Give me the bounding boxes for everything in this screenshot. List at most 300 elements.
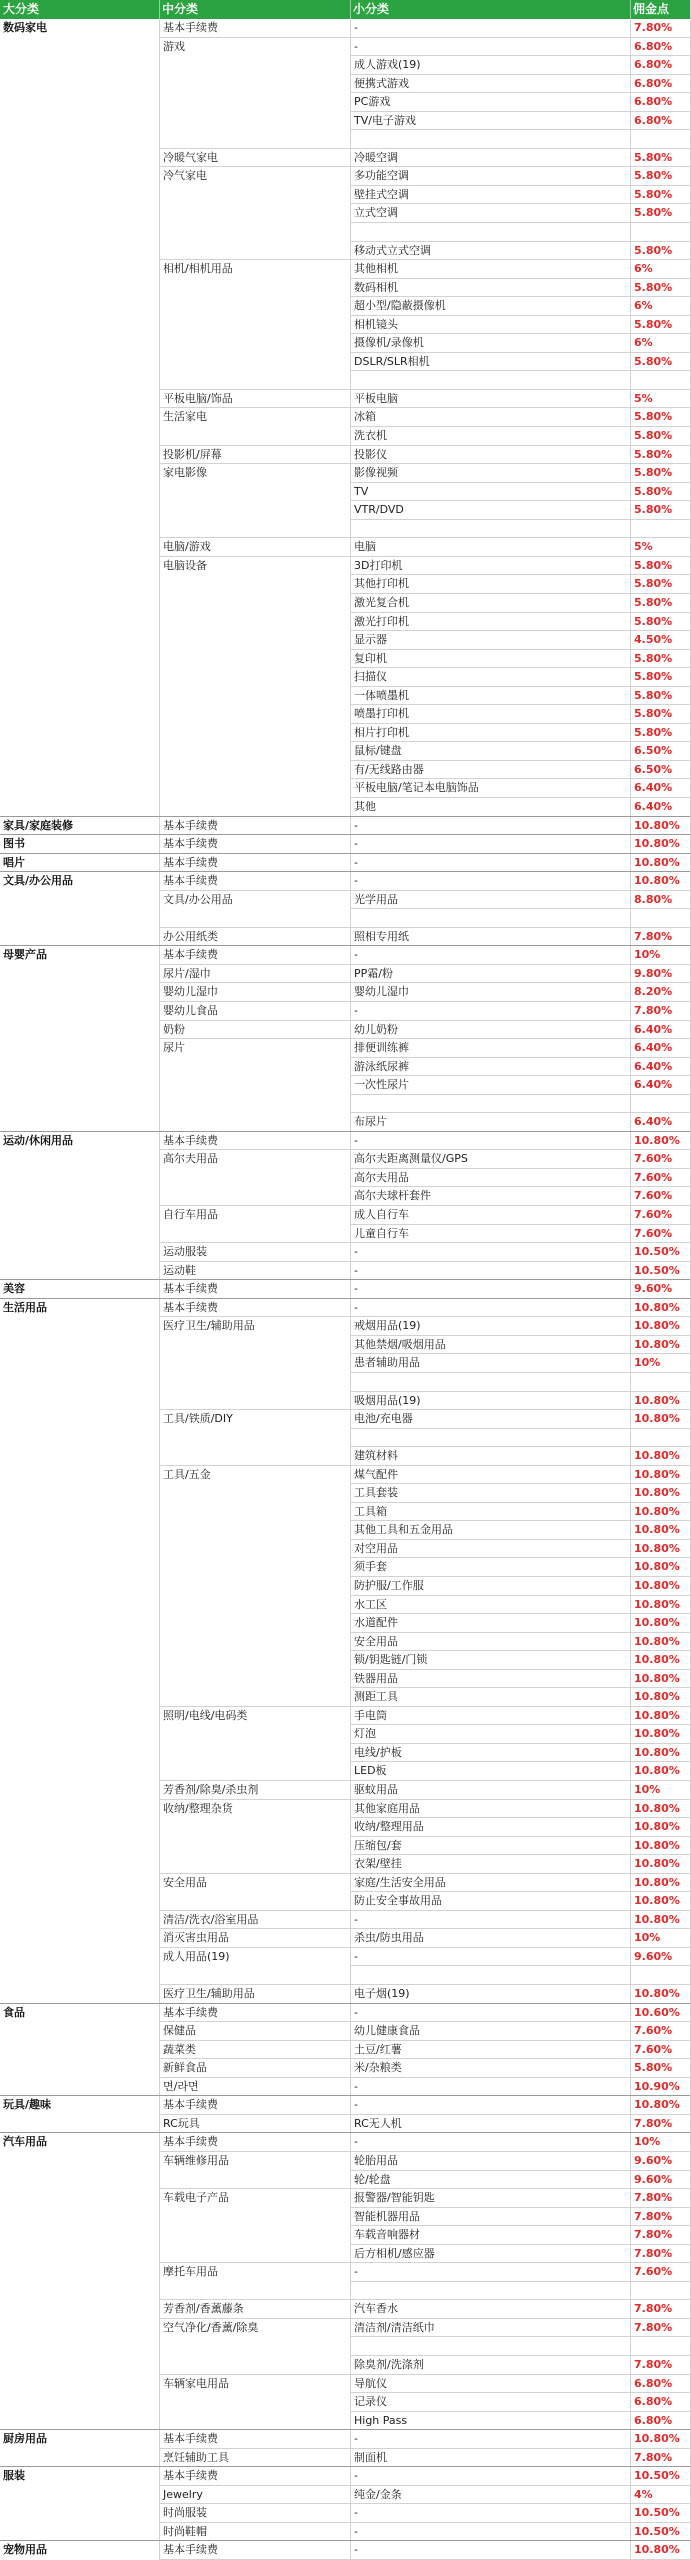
commission-rate: 5.80% (630, 279, 691, 298)
sub-category: - (350, 2078, 630, 2097)
table-row (0, 761, 691, 780)
major-category-blank (0, 186, 159, 205)
mid-category: 安全用品 (159, 1874, 350, 1893)
commission-rate: 6.40% (630, 1076, 691, 1095)
commission-rate (630, 1373, 691, 1392)
table-row (0, 668, 691, 687)
sub-category: 须手套 (350, 1558, 630, 1577)
sub-category: - (350, 2096, 630, 2115)
major-category-blank (0, 761, 159, 780)
sub-category: 报警器/智能钥匙 (350, 2189, 630, 2208)
major-category-blank (0, 1429, 159, 1448)
mid-category (159, 1058, 350, 1077)
major-category-blank (0, 1651, 159, 1670)
commission-rate (630, 520, 691, 539)
table-row (0, 130, 691, 149)
commission-rate (630, 1966, 691, 1985)
sub-category: 安全用品 (350, 1633, 630, 1652)
major-category-blank (0, 242, 159, 261)
commission-rate: 8.80% (630, 891, 691, 910)
sub-category (350, 1373, 630, 1392)
major-category-blank (0, 1800, 159, 1819)
table-row (0, 2319, 691, 2338)
table-row (0, 2059, 691, 2078)
major-category-blank (0, 279, 159, 298)
mid-category (159, 650, 350, 669)
major-category-blank (0, 2022, 159, 2041)
mid-category: 生活家电 (159, 408, 350, 427)
commission-rate: 7.60% (630, 2263, 691, 2282)
mid-category (159, 1818, 350, 1837)
commission-rate: 4% (630, 2486, 691, 2505)
commission-rate: 5.80% (630, 167, 691, 186)
major-category: 美容 (3, 1282, 25, 1296)
sub-category: PP霜/粉 (350, 965, 630, 984)
major-category-blank (0, 1262, 159, 1281)
commission-rate: 6.40% (630, 1113, 691, 1132)
sub-category: 轮胎用品 (350, 2152, 630, 2171)
table-row (0, 464, 691, 483)
table-row (0, 2300, 691, 2319)
commission-rate: 6.40% (630, 779, 691, 798)
mid-category (159, 2282, 350, 2301)
table-row (0, 223, 691, 242)
commission-rate: 5.80% (630, 242, 691, 261)
mid-category (159, 297, 350, 316)
sub-category: 成人游戏(19) (350, 56, 630, 75)
commission-rate: 10.80% (630, 1707, 691, 1726)
mid-category (159, 186, 350, 205)
mid-category (159, 613, 350, 632)
major-category-blank (0, 2078, 159, 2097)
commission-rate: 6.50% (630, 761, 691, 780)
table-row (0, 56, 691, 75)
table-row (0, 2022, 691, 2041)
commission-rate: 10.80% (630, 1392, 691, 1411)
table-row (0, 501, 691, 520)
table-row (0, 2078, 691, 2097)
major-category: 食品 (3, 2005, 25, 2019)
mid-category (159, 1558, 350, 1577)
commission-rate: 7.80% (630, 2189, 691, 2208)
commission-rate: 5% (630, 538, 691, 557)
mid-category: 游戏 (159, 38, 350, 57)
sub-category: 其他 (350, 798, 630, 817)
commission-rate: 7.80% (630, 928, 691, 947)
sub-category: 除臭剂/洗涤剂 (350, 2356, 630, 2375)
table-row (0, 2393, 691, 2412)
commission-rate: 5.80% (630, 668, 691, 687)
sub-category: 立式空调 (350, 204, 630, 223)
mid-category: 基本手续费 (159, 817, 350, 836)
major-category-blank (0, 1948, 159, 1967)
major-category-blank (0, 1354, 159, 1373)
commission-rate: 6.80% (630, 2412, 691, 2431)
major-category-blank (0, 1187, 159, 1206)
table-row (0, 1039, 691, 1058)
table-row (0, 390, 691, 409)
sub-category: 一次性尿片 (350, 1076, 630, 1095)
commission-rate: 5.80% (630, 650, 691, 669)
table-row (0, 1299, 691, 1318)
major-category-blank (0, 112, 159, 131)
table-row (0, 1670, 691, 1689)
table-row (0, 297, 691, 316)
mid-category: RC玩具 (159, 2115, 350, 2134)
sub-category: 测距工具 (350, 1688, 630, 1707)
commission-rate: 7.60% (630, 1150, 691, 1169)
mid-category (159, 1744, 350, 1763)
sub-category: 相片打印机 (350, 724, 630, 743)
table-row (0, 93, 691, 112)
table-row (0, 1187, 691, 1206)
major-category-blank (0, 983, 159, 1002)
major-category-blank (0, 1076, 159, 1095)
table-row (0, 2504, 691, 2523)
table-row (0, 1725, 691, 1744)
sub-category: 布尿片 (350, 1113, 630, 1132)
table-row (0, 742, 691, 761)
sub-category: - (350, 2467, 630, 2486)
sub-category: - (350, 946, 630, 965)
major-category-blank (0, 1670, 159, 1689)
mid-category (159, 1373, 350, 1392)
commission-rate: 5.80% (630, 705, 691, 724)
mid-category (159, 371, 350, 390)
sub-category (350, 520, 630, 539)
table-row (0, 891, 691, 910)
commission-rate: 6.80% (630, 2375, 691, 2394)
mid-category: 投影机/屏幕 (159, 446, 350, 465)
table-row (0, 613, 691, 632)
major-category: 玩具/趣味 (3, 2098, 52, 2112)
table-row (0, 1966, 691, 1985)
commission-rate: 5.80% (630, 408, 691, 427)
commission-rate: 6.40% (630, 1039, 691, 1058)
table-row (0, 2245, 691, 2264)
sub-category: - (350, 835, 630, 854)
sub-category: 土豆/红薯 (350, 2041, 630, 2060)
header-major-category: 大分类 (3, 2, 40, 16)
mid-category (159, 798, 350, 817)
table-row (0, 1466, 691, 1485)
major-category-blank (0, 724, 159, 743)
table-row (0, 1707, 691, 1726)
commission-rate: 10.80% (630, 835, 691, 854)
mid-category (159, 1577, 350, 1596)
table-row (0, 1521, 691, 1540)
major-category-blank (0, 742, 159, 761)
sub-category: 冷暖空调 (350, 149, 630, 168)
commission-rate: 10.80% (630, 1577, 691, 1596)
sub-category: 锁/钥匙链/门锁 (350, 1651, 630, 1670)
commission-rate: 10.80% (630, 1132, 691, 1151)
commission-rate: 10.80% (630, 1670, 691, 1689)
commission-rate: 7.80% (630, 2226, 691, 2245)
sub-category: 电池/充电器 (350, 1410, 630, 1429)
major-category-blank (0, 2208, 159, 2227)
commission-rate: 6% (630, 297, 691, 316)
table-row (0, 2171, 691, 2190)
sub-category (350, 130, 630, 149)
major-category-blank (0, 223, 159, 242)
commission-rate: 10.80% (630, 1336, 691, 1355)
commission-rate: 10.80% (630, 1521, 691, 1540)
major-category-blank (0, 779, 159, 798)
mid-category (159, 93, 350, 112)
major-category-blank (0, 390, 159, 409)
mid-category (159, 1633, 350, 1652)
table-row (0, 1929, 691, 1948)
mid-category: 医疗卫生/辅助用品 (159, 1317, 350, 1336)
mid-category (159, 1429, 350, 1448)
major-category-blank (0, 631, 159, 650)
mid-category (159, 2393, 350, 2412)
mid-category (159, 1392, 350, 1411)
commission-rate: 7.60% (630, 1225, 691, 1244)
mid-category (159, 353, 350, 372)
mid-category: 冷气家电 (159, 167, 350, 186)
mid-category (159, 501, 350, 520)
table-row (0, 1076, 691, 1095)
major-category: 生活用品 (3, 1300, 47, 1314)
mid-category: 家电影像 (159, 464, 350, 483)
sub-category: 轮/轮盘 (350, 2171, 630, 2190)
commission-rate: 6.80% (630, 75, 691, 94)
table-row (0, 872, 691, 891)
commission-rate: 7.60% (630, 1187, 691, 1206)
commission-rate: 10.50% (630, 2523, 691, 2542)
table-row (0, 1169, 691, 1188)
mid-category (159, 1614, 350, 1633)
major-category-blank (0, 2245, 159, 2264)
major-category-blank (0, 2412, 159, 2431)
table-row (0, 2152, 691, 2171)
commission-rate: 7.80% (630, 2319, 691, 2338)
mid-category: 蔬菜类 (159, 2041, 350, 2060)
mid-category (159, 1336, 350, 1355)
mid-category (159, 687, 350, 706)
major-category-blank (0, 1985, 159, 2004)
major-category: 汽车用品 (3, 2135, 47, 2149)
mid-category: 自行车用品 (159, 1206, 350, 1225)
mid-category (159, 909, 350, 928)
table-row (0, 1095, 691, 1114)
sub-category: TV/电子游戏 (350, 112, 630, 131)
commission-rate: 10.50% (630, 2467, 691, 2486)
mid-category: 基本手续费 (159, 2430, 350, 2449)
table-row (0, 1206, 691, 1225)
sub-category: 激光复合机 (350, 594, 630, 613)
table-row (0, 1225, 691, 1244)
commission-rate: 5.80% (630, 687, 691, 706)
commission-rate: 10.80% (630, 1540, 691, 1559)
major-category-blank (0, 2152, 159, 2171)
sub-category: 后方相机/感应器 (350, 2245, 630, 2264)
major-category-blank (0, 1874, 159, 1893)
sub-category: 游泳纸尿裤 (350, 1058, 630, 1077)
mid-category (159, 1187, 350, 1206)
sub-category: 纯金/金条 (350, 2486, 630, 2505)
commission-rate: 10.80% (630, 1985, 691, 2004)
sub-category (350, 1095, 630, 1114)
table-row (0, 1800, 691, 1819)
sub-category: - (350, 2504, 630, 2523)
major-category: 图书 (3, 837, 25, 851)
commission-rate: 7.60% (630, 1206, 691, 1225)
mid-category: 车辆家电用品 (159, 2375, 350, 2394)
commission-rate: 7.60% (630, 2022, 691, 2041)
mid-category (159, 1855, 350, 1874)
major-category-blank (0, 501, 159, 520)
table-row (0, 2263, 691, 2282)
table-row (0, 334, 691, 353)
major-category-blank (0, 575, 159, 594)
sub-category: 电脑 (350, 538, 630, 557)
mid-category (159, 223, 350, 242)
major-category-blank (0, 909, 159, 928)
commission-rate: 7.60% (630, 1169, 691, 1188)
major-category-blank (0, 483, 159, 502)
sub-category: 工具套装 (350, 1484, 630, 1503)
commission-rate: 5.80% (630, 427, 691, 446)
mid-category: 新鲜食品 (159, 2059, 350, 2078)
major-category-blank (0, 316, 159, 335)
table-row (0, 316, 691, 335)
sub-category: 显示器 (350, 631, 630, 650)
major-category-blank (0, 1095, 159, 1114)
sub-category: - (350, 2541, 630, 2560)
major-category-blank (0, 2449, 159, 2468)
mid-category (159, 761, 350, 780)
table-row (0, 557, 691, 576)
mid-category (159, 668, 350, 687)
major-category-blank (0, 1966, 159, 1985)
table-row (0, 2133, 691, 2152)
table-row (0, 2337, 691, 2356)
major-category-blank (0, 2375, 159, 2394)
major-category-blank (0, 1744, 159, 1763)
commission-rate: 10.80% (630, 1744, 691, 1763)
major-category-blank (0, 2263, 159, 2282)
major-category-blank (0, 2300, 159, 2319)
sub-category: 幼儿奶粉 (350, 1021, 630, 1040)
commission-rate (630, 223, 691, 242)
mid-category (159, 2226, 350, 2245)
sub-category: 记录仪 (350, 2393, 630, 2412)
sub-category: 平板电脑 (350, 390, 630, 409)
sub-category: 成人自行车 (350, 1206, 630, 1225)
mid-category: 清洁/洗衣/浴室用品 (159, 1911, 350, 1930)
table-row (0, 353, 691, 372)
commission-rate: 10.80% (630, 854, 691, 873)
mid-category (159, 1169, 350, 1188)
table-row (0, 1058, 691, 1077)
sub-category: 有/无线路由器 (350, 761, 630, 780)
sub-category: 防护服/工作服 (350, 1577, 630, 1596)
mid-category (159, 2171, 350, 2190)
sub-category: 其他家庭用品 (350, 1800, 630, 1819)
sub-category: 光学用品 (350, 891, 630, 910)
table-row (0, 1262, 691, 1281)
sub-category (350, 1429, 630, 1448)
sub-category: RC无人机 (350, 2115, 630, 2134)
table-row (0, 1113, 691, 1132)
table-row (0, 1540, 691, 1559)
major-category-blank (0, 594, 159, 613)
mid-category (159, 2245, 350, 2264)
commission-rate: 10% (630, 1781, 691, 1800)
mid-category: 基本手续费 (159, 2004, 350, 2023)
major-category-blank (0, 1818, 159, 1837)
mid-category: 医疗卫生/辅助用品 (159, 1985, 350, 2004)
major-category-blank (0, 1725, 159, 1744)
table-row (0, 446, 691, 465)
commission-rate: 10.80% (630, 1633, 691, 1652)
commission-rate: 10.50% (630, 2504, 691, 2523)
commission-rate: 10.80% (630, 2096, 691, 2115)
major-category: 服装 (3, 2469, 25, 2483)
commission-rate: 6.40% (630, 1058, 691, 1077)
mid-category: 婴幼儿食品 (159, 1002, 350, 1021)
table-row (0, 2412, 691, 2431)
major-category-blank (0, 2319, 159, 2338)
commission-rate: 10.80% (630, 2541, 691, 2560)
commission-rate (630, 2337, 691, 2356)
table-row (0, 983, 691, 1002)
commission-rate: 10.80% (630, 2430, 691, 2449)
mid-category: 电脑/游戏 (159, 538, 350, 557)
sub-category: - (350, 854, 630, 873)
commission-rate (630, 371, 691, 390)
table-row (0, 75, 691, 94)
commission-rate: 10.80% (630, 1299, 691, 1318)
commission-rate: 10.80% (630, 1892, 691, 1911)
major-category-blank (0, 2115, 159, 2134)
commission-rate: 10.80% (630, 1466, 691, 1485)
mid-category: Jewelry (159, 2486, 350, 2505)
mid-category: 电脑设备 (159, 557, 350, 576)
table-row (0, 779, 691, 798)
major-category-blank (0, 2523, 159, 2542)
major-category-blank (0, 427, 159, 446)
table-row (0, 19, 691, 38)
sub-category: 婴幼儿湿巾 (350, 983, 630, 1002)
major-category-blank (0, 928, 159, 947)
mid-category (159, 2356, 350, 2375)
mid-category (159, 1076, 350, 1095)
major-category-blank (0, 1707, 159, 1726)
sub-category: 车载音响器材 (350, 2226, 630, 2245)
sub-category: 喷墨打印机 (350, 705, 630, 724)
commission-rate: 5.80% (630, 557, 691, 576)
mid-category: 运动服装 (159, 1243, 350, 1262)
table-row (0, 520, 691, 539)
commission-rate: 7.60% (630, 2041, 691, 2060)
sub-category: 家庭/生活安全用品 (350, 1874, 630, 1893)
table-row (0, 1781, 691, 1800)
header-sub-category: 小分类 (353, 2, 390, 16)
table-row (0, 724, 691, 743)
major-category-blank (0, 371, 159, 390)
major-category-blank (0, 38, 159, 57)
table-row (0, 2449, 691, 2468)
sub-category: 冰箱 (350, 408, 630, 427)
mid-category: 时尚服装 (159, 2504, 350, 2523)
commission-rate: 10.80% (630, 1503, 691, 1522)
major-category-blank (0, 1336, 159, 1355)
major-category-blank (0, 1169, 159, 1188)
